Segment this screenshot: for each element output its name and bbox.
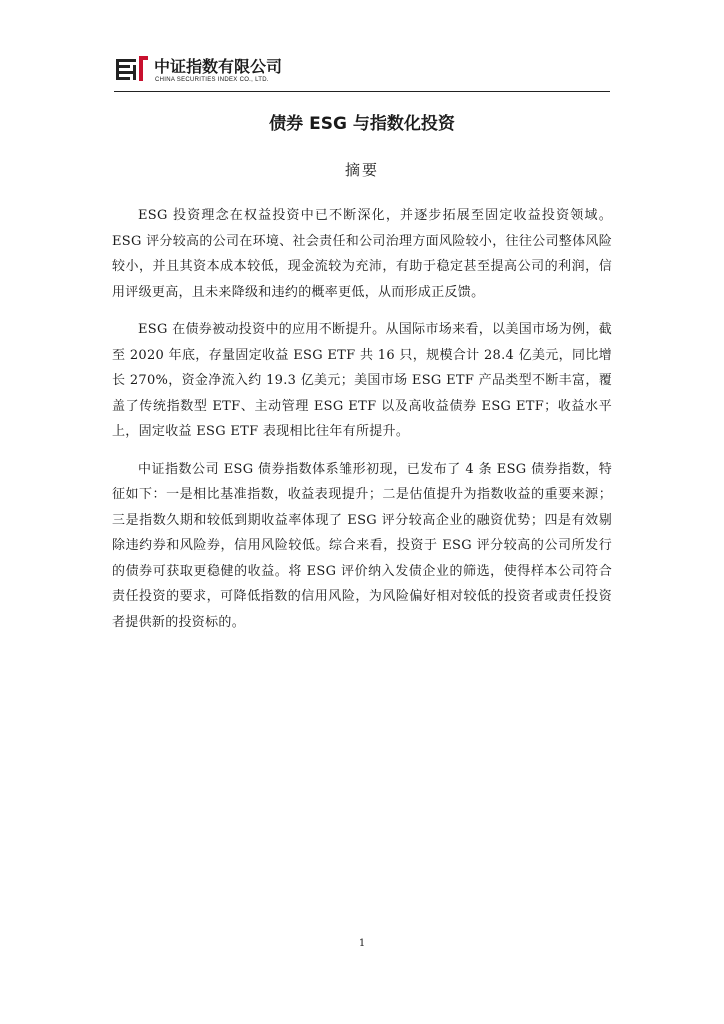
company-name-en: CHINA SECURITIES INDEX CO., LTD. <box>155 77 269 83</box>
company-name-cn: 中证指数有限公司 <box>154 57 283 76</box>
section-heading: 摘要 <box>344 161 379 179</box>
abstract-paragraph: ESG 在债券被动投资中的应用不断提升。从国际市场来看，以美国市场为例，截至 2020 年底，存量固定收益 ESG ETF 共 16 只，规模合计 28.4 亿美元，同比增长 270%，资金净流入约 19.3 亿美元；美国市场 ESG ETF 产品类型不断丰富，覆盖了传统指数型 ETF、主动管理 ESG ETF 以及高收益债券 ESG ETF；收益水平上，固定收益 ESG ETF 表现相比往年有所提升。 <box>112 322 612 439</box>
page-header <box>114 54 610 88</box>
abstract-body <box>112 203 612 647</box>
page-number: 1 <box>358 938 366 949</box>
header-divider <box>114 91 610 92</box>
abstract-paragraph: ESG 投资理念在权益投资中已不断深化，并逐步拓展至固定收益投资领域。ESG 评分较高的公司在环境、社会责任和公司治理方面风险较小，往往公司整体风险较小，并且其资本成本较低，现金流较为充沛，有助于稳定甚至提高公司的利润，信用评级更高，且未来降级和违约的概率更低，从而形成正反馈。 <box>112 208 612 300</box>
abstract-paragraph: 中证指数公司 ESG 债券指数体系雏形初现，已发布了 4 条 ESG 债券指数，特征如下：一是相比基准指数，收益表现提升；二是估值提升为指数收益的重要来源；三是指数久期和较低到期收益率体现了 ESG 评分较高企业的融资优势；四是有效剔除违约券和风险券，信用风险较低。综合来看，投资于 ESG 评分较高的公司所发行的债券可获取更稳健的收益。将 ESG 评价纳入发债企业的筛选，使得样本公司符合责任投资的要求，可降低指数的信用风险，为风险偏好相对较低的投资者或责任投资者提供新的投资标的。 <box>112 461 612 630</box>
csi-logo-icon <box>114 54 150 86</box>
document-title: 债券 ESG 与指数化投资 <box>269 114 455 134</box>
